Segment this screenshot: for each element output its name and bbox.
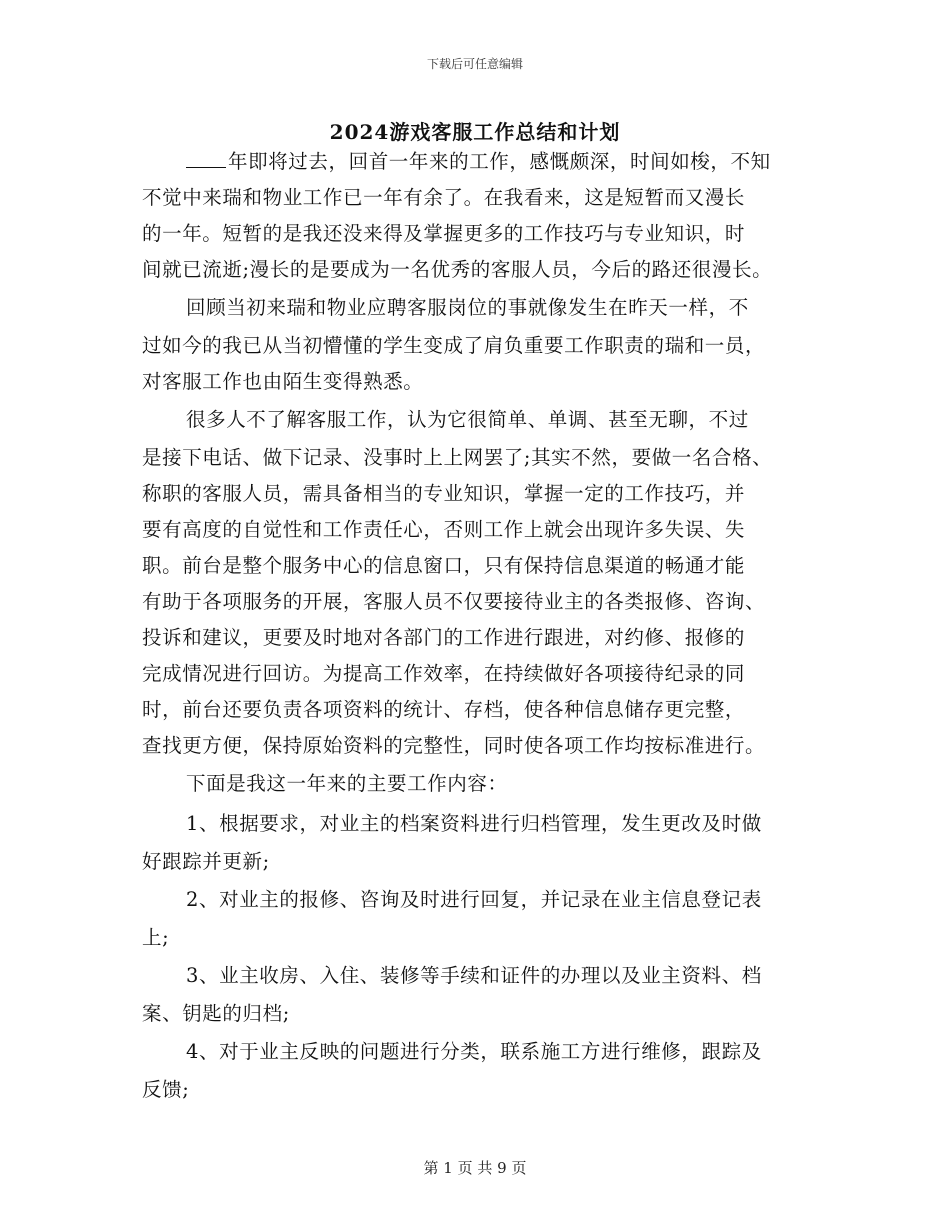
list-item-line: 好跟踪并更新;	[142, 850, 270, 873]
list-item-line: 3、业主收房、入住、装修等手续和证件的办理以及业主资料、档	[186, 964, 762, 987]
paragraph-line: 的一年。短暂的是我还没来得及掌握更多的工作技巧与专业知识，时	[142, 222, 746, 245]
paragraph-line: 对客服工作也由陌生变得熟悉。	[142, 370, 424, 393]
list-item-line: 2、对业主的报修、咨询及时进行回复，并记录在业主信息登记表	[186, 888, 762, 911]
list-item-line: 上;	[142, 926, 170, 949]
paragraph-line: 职。前台是整个服务中心的信息窗口，只有保持信息渠道的畅通才能	[142, 554, 746, 577]
paragraph-line: 称职的客服人员，需具备相当的专业知识，掌握一定的工作技巧，并	[142, 482, 746, 505]
paragraph-line: 下面是我这一年来的主要工作内容：	[186, 772, 508, 795]
paragraph-line: 回顾当初来瑞和物业应聘客服岗位的事就像发生在昨天一样，不	[186, 296, 749, 319]
page-header-note: 下载后可任意编辑	[426, 57, 523, 71]
paragraph-line: 是接下电话、做下记录、没事时上上网罢了;其实不然，要做一名合格、	[142, 446, 773, 469]
page-number-footer: 第 1 页 共 9 页	[423, 1159, 527, 1177]
paragraph-line: 时，前台还要负责各项资料的统计、存档，使各种信息储存更完整，	[142, 698, 746, 721]
paragraph-line: 不觉中来瑞和物业工作已一年有余了。在我看来，这是短暂而又漫长	[142, 186, 746, 209]
document-body	[142, 144, 822, 1108]
paragraph-line: 完成情况进行回访。为提高工作效率，在持续做好各项接待纪录的同	[142, 662, 746, 685]
paragraph-line: 过如今的我已从当初懵懂的学生变成了肩负重要工作职责的瑞和一员，	[142, 334, 766, 357]
paragraph-line: 很多人不了解客服工作，认为它很简单、单调、甚至无聊，不过	[186, 408, 749, 431]
paragraph-line: 查找更方便，保持原始资料的完整性，同时使各项工作均按标准进行。	[142, 734, 766, 757]
paragraph-line: 有助于各项服务的开展，客服人员不仅要接待业主的各类报修、咨询、	[142, 590, 766, 613]
list-item-line: 4、对于业主反映的问题进行分类，联系施工方进行维修，跟踪及	[186, 1040, 762, 1063]
paragraph-line: 投诉和建议，更要及时地对各部门的工作进行跟进，对约修、报修的	[142, 626, 746, 649]
paragraph-line: 间就已流逝;漫长的是要成为一名优秀的客服人员，今后的路还很漫长。	[142, 258, 773, 281]
paragraph-line: 要有高度的自觉性和工作责任心，否则工作上就会出现许多失误、失	[142, 518, 746, 541]
blank-underline	[186, 147, 226, 168]
list-item-line: 反馈;	[142, 1078, 190, 1101]
document-title: 2024游戏客服工作总结和计划	[329, 120, 621, 144]
paragraph-line: 年即将过去，回首一年来的工作，感慨颇深，时间如梭，不知	[142, 144, 822, 180]
list-item-line: 1、根据要求，对业主的档案资料进行归档管理，发生更改及时做	[186, 812, 762, 835]
list-item-line: 案、钥匙的归档;	[142, 1002, 290, 1025]
